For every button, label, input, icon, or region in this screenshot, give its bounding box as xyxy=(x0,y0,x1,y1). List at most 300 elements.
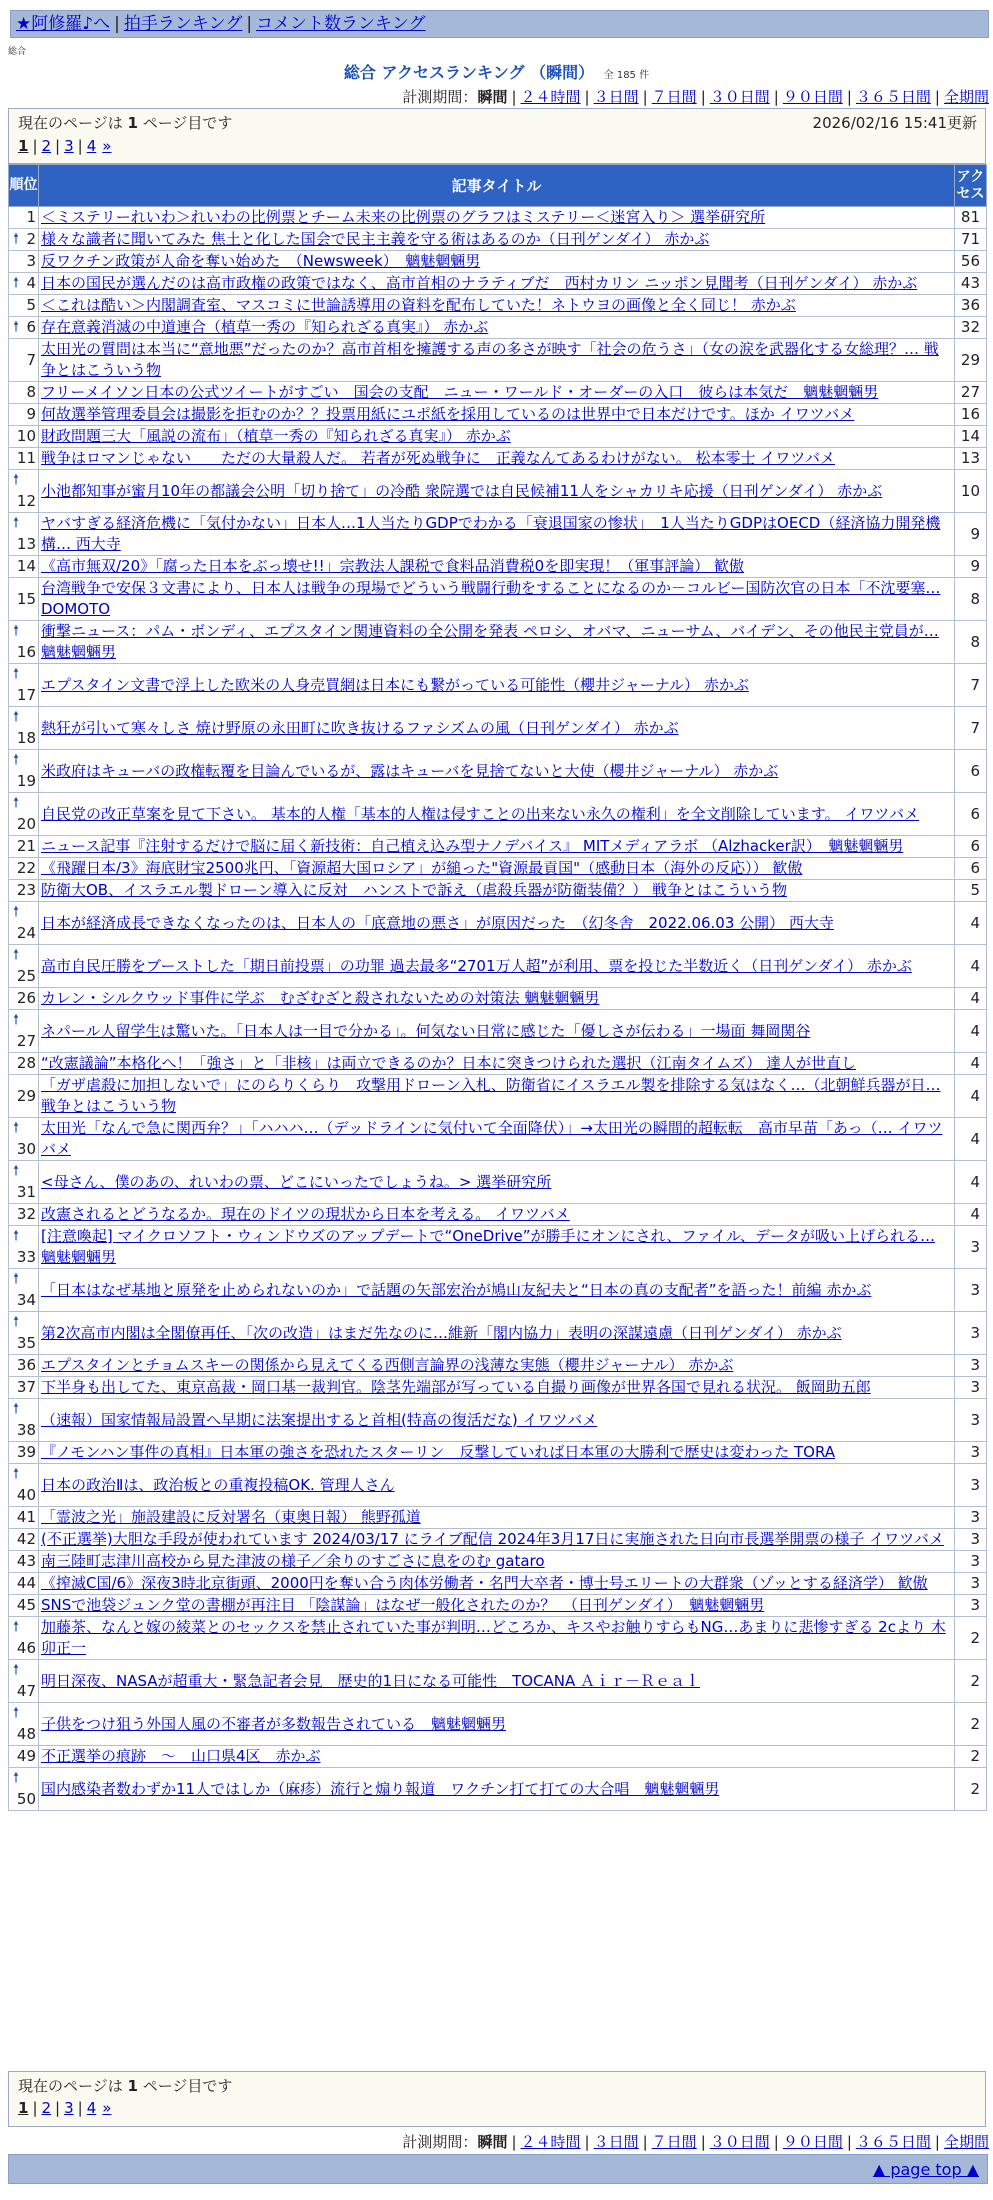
article-link[interactable]: 下半身も出してた、東京高裁・岡口基一裁判官。陰茎先端部が写っている自撮り画像が世界各国で見れる状況。 飯岡助五郎 xyxy=(41,1378,871,1396)
period-option[interactable]: 全期間 xyxy=(943,2133,989,2151)
article-link[interactable]: 存在意義消滅の中道連合（植草一秀の『知られざる真実』） 赤かぶ xyxy=(41,318,489,336)
rank-number: 44 xyxy=(16,1574,36,1592)
pager-page-link[interactable]: 3 xyxy=(64,2099,74,2117)
rank-cell xyxy=(9,858,39,880)
title-cell xyxy=(39,793,955,836)
page-info-bottom xyxy=(18,2075,232,2096)
period-separator: | xyxy=(934,88,940,106)
table-row xyxy=(9,988,987,1010)
table-row xyxy=(9,945,987,988)
pager-page-link: 1 xyxy=(18,2099,29,2117)
rank-cell xyxy=(9,1355,39,1377)
article-link[interactable]: 加藤茶、なんと嫁の綾菜とのセックスを禁止されていた事が判明…どころか、キスやお触りすらもNG…あまりに悲惨すぎる 2cより 木卯正一 xyxy=(41,1618,946,1657)
title-cell xyxy=(39,880,955,902)
up-arrow-icon: 🠕 xyxy=(13,1012,20,1028)
rank-cell xyxy=(9,426,39,448)
page-info-number: 1 xyxy=(127,114,138,132)
article-link[interactable]: エプスタインとチョムスキーの関係から見えてくる西側言論界の浅薄な実態（櫻井ジャーナル） 赤かぶ xyxy=(41,1356,734,1374)
table-row xyxy=(9,1204,987,1226)
article-link[interactable]: （速報）国家情報局設置へ早期に法案提出すると首相(特高の復活だな) イワツバメ xyxy=(41,1410,598,1429)
article-link[interactable]: 第2次高市内閣は全閣僚再任、「次の改造」はまだ先なのに…維新「閣内協力」表明の深謀遠慮（日刊ゲンダイ） 赤かぶ xyxy=(41,1323,842,1342)
up-arrow-icon: 🠕 xyxy=(13,1770,20,1786)
article-link[interactable]: 反ワクチン政策が人命を奪い始めた （Newsweek） 魑魅魍魎男 xyxy=(41,252,481,270)
rank-number: 49 xyxy=(16,1747,36,1765)
access-cell: 4 xyxy=(955,1118,987,1161)
access-cell: 4 xyxy=(955,1010,987,1053)
rank-number: 7 xyxy=(26,350,36,369)
period-option[interactable]: ３０日間 xyxy=(709,2133,770,2151)
table-row xyxy=(9,448,987,470)
access-cell: 6 xyxy=(955,750,987,793)
period-separator: | xyxy=(584,88,590,106)
nav-link-comment-ranking[interactable]: コメント数ランキング xyxy=(256,14,426,34)
article-link[interactable]: 財政問題三大「風説の流布」（植草一秀の『知られざる真実』） 赤かぶ xyxy=(41,427,511,445)
rank-cell xyxy=(9,470,39,513)
pager-next-link[interactable]: » xyxy=(102,137,112,155)
article-link[interactable]: 改憲されるとどうなるか。現在のドイツの現状から日本を考える。 イワツバメ xyxy=(41,1205,570,1223)
article-link[interactable]: 高市自民圧勝をブーストした「期日前投票」の功罪 過去最多“2701万人超”が利用、票を投じた半数近く（日刊ゲンダイ） 赤かぶ xyxy=(41,956,912,975)
title-cell xyxy=(39,621,955,664)
access-cell: 3 xyxy=(955,1312,987,1355)
rank-cell xyxy=(9,404,39,426)
title-cell xyxy=(39,988,955,1010)
title-cell xyxy=(39,1768,955,1811)
title-cell xyxy=(39,1312,955,1355)
article-link[interactable]: SNSで池袋ジュンク堂の書棚が再注目 「陰謀論」はなぜ一般化されたのか？ （日刊ゲンダイ） 魑魅魍魎男 xyxy=(41,1596,765,1614)
title-cell xyxy=(39,1053,955,1075)
up-arrow-icon: 🠕 xyxy=(13,947,20,963)
title-cell xyxy=(39,1529,955,1551)
period-option[interactable]: ３日間 xyxy=(593,2133,639,2151)
title-cell xyxy=(39,556,955,578)
rank-number: 36 xyxy=(16,1356,36,1374)
rank-cell xyxy=(9,578,39,621)
rank-number: 40 xyxy=(16,1486,36,1504)
access-cell: 2 xyxy=(955,1617,987,1660)
article-link[interactable]: 不正選挙の痕跡 ～ 山口県4区 赤かぶ xyxy=(41,1747,321,1765)
article-link[interactable]: 何故選挙管理委員会は撮影を拒むのか？？投票用紙にユポ紙を採用しているのは世界中で日本だけです。ほか イワツバメ xyxy=(41,405,855,423)
rank-cell xyxy=(9,945,39,988)
rank-number: 9 xyxy=(26,405,36,423)
access-cell: 36 xyxy=(955,295,987,317)
rank-cell xyxy=(9,1226,39,1269)
table-row xyxy=(9,707,987,750)
rank-number: 27 xyxy=(16,1032,36,1050)
table-row xyxy=(9,295,987,317)
access-cell: 4 xyxy=(955,945,987,988)
rank-cell xyxy=(9,988,39,1010)
period-option[interactable]: ３０日間 xyxy=(709,88,770,106)
period-separator: | xyxy=(773,88,779,106)
rank-number: 18 xyxy=(16,729,36,747)
access-cell: 3 xyxy=(955,1573,987,1595)
pager-page-link[interactable]: 4 xyxy=(86,137,97,155)
title-cell xyxy=(39,448,955,470)
article-link[interactable]: 台湾戦争で安保３文書により、日本人は戦争の現場でどういう戦闘行動をすることになるのか－コルビー国防次官の日本「不沈要塞… DOMOTO xyxy=(41,579,941,618)
title-cell xyxy=(39,1269,955,1312)
access-cell: 13 xyxy=(955,448,987,470)
rank-number: 6 xyxy=(26,318,36,336)
up-arrow-icon: 🠕 xyxy=(13,1401,20,1417)
rank-number: 38 xyxy=(16,1421,36,1439)
period-label: 計測期間： xyxy=(402,2133,478,2151)
title-cell xyxy=(39,1399,955,1442)
table-row xyxy=(9,1507,987,1529)
rank-cell xyxy=(9,1161,39,1204)
article-link[interactable]: 米政府はキューバの政権転覆を目論んでいるが、露はキューバを見捨てないと大使（櫻井ジャーナル） 赤かぶ xyxy=(41,761,779,780)
title-cell xyxy=(39,1161,955,1204)
table-row xyxy=(9,1660,987,1703)
rank-cell xyxy=(9,207,39,229)
article-link[interactable]: 日本が経済成長できなくなったのは、日本人の「底意地の悪さ」が原因だった （幻冬舎 2022.06.03 公開） 西大寺 xyxy=(41,913,834,932)
article-link[interactable]: フリーメイソン日本の公式ツイートがすごい 国会の支配 ニュー・ワールド・オーダーの入口 彼らは本気だ 魑魅魍魎男 xyxy=(41,383,879,401)
rank-cell xyxy=(9,750,39,793)
rank-number: 42 xyxy=(16,1530,36,1548)
table-row xyxy=(9,1161,987,1204)
rank-number: 1 xyxy=(26,208,36,226)
period-option[interactable]: ９０日間 xyxy=(782,2133,843,2151)
access-cell: 3 xyxy=(955,1551,987,1573)
rank-number: 12 xyxy=(16,492,36,510)
table-row xyxy=(9,1768,987,1811)
up-arrow-icon: 🠕 xyxy=(13,472,20,488)
table-row xyxy=(9,621,987,664)
access-cell: 3 xyxy=(955,1464,987,1507)
table-row xyxy=(9,1442,987,1464)
access-cell: 81 xyxy=(955,207,987,229)
up-arrow-icon: 🠕 xyxy=(13,1163,20,1179)
rank-number: 39 xyxy=(16,1443,36,1461)
article-link[interactable]: “改憲議論”本格化へ！「強さ」と「非核」は両立できるのか？日本に突きつけられた選択（江南タイムズ） 達人が世直し xyxy=(41,1054,857,1072)
page-title xyxy=(0,60,993,83)
access-cell: 2 xyxy=(955,1660,987,1703)
table-row xyxy=(9,1746,987,1768)
period-separator: | xyxy=(700,88,706,106)
period-separator: | xyxy=(846,88,852,106)
table-row xyxy=(9,470,987,513)
rank-cell xyxy=(9,273,39,295)
table-row xyxy=(9,1617,987,1660)
title-cell xyxy=(39,1573,955,1595)
table-row xyxy=(9,1399,987,1442)
access-cell: 43 xyxy=(955,273,987,295)
rank-cell xyxy=(9,1703,39,1746)
article-link[interactable]: 熱狂が引いて寒々しさ 焼け野原の永田町に吹き抜けるファシズムの風（日刊ゲンダイ） 赤かぶ xyxy=(41,718,679,737)
table-row xyxy=(9,793,987,836)
table-row xyxy=(9,229,987,251)
up-arrow-icon: 🠕 xyxy=(13,623,20,639)
table-row xyxy=(9,1053,987,1075)
article-link[interactable]: 南三陸町志津川高校から見た津波の様子／余りのすごさに息をのむ gataro xyxy=(41,1552,545,1570)
article-link[interactable]: 国内感染者数わずか11人ではしか（麻疹）流行と煽り報道 ワクチン打て打ての大合唱 魑魅魍魎男 xyxy=(41,1779,720,1798)
period-separator: | xyxy=(511,88,517,106)
access-cell: 3 xyxy=(955,1269,987,1312)
title-cell xyxy=(39,1010,955,1053)
rank-cell xyxy=(9,621,39,664)
rank-cell xyxy=(9,1399,39,1442)
updated-timestamp: 2026/02/16 15:41更新 xyxy=(812,114,977,132)
table-row xyxy=(9,750,987,793)
page-info-prefix: 現在のページは xyxy=(18,2077,123,2095)
rank-cell xyxy=(9,1464,39,1507)
table-row xyxy=(9,251,987,273)
table-row xyxy=(9,1551,987,1573)
table-row xyxy=(9,880,987,902)
up-arrow-icon: 🠕 xyxy=(13,904,20,920)
title-cell xyxy=(39,1464,955,1507)
access-cell: 71 xyxy=(955,229,987,251)
title-cell xyxy=(39,902,955,945)
table-row xyxy=(9,1118,987,1161)
access-cell: 3 xyxy=(955,1226,987,1269)
nav-separator: | xyxy=(246,14,253,34)
article-link[interactable]: ヤバすぎる経済危機に「気付かない」日本人…1人当たりGDPでわかる「衰退国家の惨状」 1人当たりGDPはOECD（経済協力開発機構… 西大寺 xyxy=(41,514,941,553)
rank-number: 4 xyxy=(26,274,36,292)
access-cell: 6 xyxy=(955,836,987,858)
period-option[interactable]: ３６５日間 xyxy=(855,2133,931,2151)
rank-cell xyxy=(9,513,39,556)
period-option[interactable]: ２４時間 xyxy=(520,88,581,106)
article-link[interactable]: 戦争はロマンじゃない ただの大量殺人だ。 若者が死ぬ戦争に 正義なんてあるわけがない。 松本零士 イワツバメ xyxy=(41,449,836,467)
period-option: 瞬間 xyxy=(477,2133,508,2151)
access-cell: 4 xyxy=(955,1161,987,1204)
article-link[interactable]: 日本の政治Ⅱは、政治板との重複投稿OK. 管理人さん xyxy=(41,1475,395,1494)
up-arrow-icon: 🠕 xyxy=(13,231,20,247)
table-row xyxy=(9,1573,987,1595)
period-option[interactable]: ７日間 xyxy=(651,2133,697,2151)
access-cell: 32 xyxy=(955,317,987,339)
period-option[interactable]: ２４時間 xyxy=(520,2133,581,2151)
article-link[interactable]: 小池都知事が蜜月10年の都議会公明「切り捨て」の冷酷 衆院選では自民候補11人をシャカリキ応援（日刊ゲンダイ） 赤かぶ xyxy=(41,481,883,500)
rank-number: 45 xyxy=(16,1596,36,1614)
table-header-row xyxy=(9,165,987,207)
header-access: アクセス xyxy=(955,165,987,207)
period-option[interactable]: ３６５日間 xyxy=(855,88,931,106)
title-cell xyxy=(39,945,955,988)
table-row xyxy=(9,1529,987,1551)
access-cell: 3 xyxy=(955,1377,987,1399)
rank-number: 47 xyxy=(16,1682,36,1700)
rank-cell xyxy=(9,1053,39,1075)
rank-cell xyxy=(9,1529,39,1551)
rank-cell xyxy=(9,902,39,945)
rank-number: 15 xyxy=(16,589,36,608)
access-cell: 8 xyxy=(955,578,987,621)
period-option[interactable]: ９０日間 xyxy=(782,88,843,106)
page-top-link[interactable]: ▲ page top ▲ xyxy=(872,2160,979,2179)
up-arrow-icon: 🠕 xyxy=(13,795,20,811)
pager-page-link[interactable]: 2 xyxy=(41,2099,52,2117)
article-link[interactable]: 自民党の改正草案を見て下さい。 基本的人権「基本的人権は侵すことの出来ない永久の権利」を全文削除しています。 イワツバメ xyxy=(41,804,920,823)
title-cell xyxy=(39,707,955,750)
article-link[interactable]: 太田光の質問は本当に“意地悪”だったのか？高市首相を擁護する声の多さが映す「社会の危うさ」（女の涙を武器化する女総理？… 戦争とはこういう物 xyxy=(41,340,939,379)
article-link[interactable]: ＜これは酷い＞内閣調査室、マスコミに世論誘導用の資料を配布していた！ネトウヨの画像と全く同じ！ 赤かぶ xyxy=(41,296,796,314)
article-link[interactable]: 日本の国民が選んだのは高市政権の政策ではなく、高市首相のナラティブだ 西村カリン ニッポン見聞考（日刊ゲンダイ） 赤かぶ xyxy=(41,274,918,292)
nav-link-asyura[interactable]: ★阿修羅♪へ xyxy=(16,14,111,34)
title-cell xyxy=(39,229,955,251)
access-cell: 9 xyxy=(955,513,987,556)
page-info xyxy=(18,112,232,133)
period-label: 計測期間： xyxy=(402,88,478,106)
pager-bottom xyxy=(18,2099,111,2117)
title-cell xyxy=(39,1377,955,1399)
period-separator: | xyxy=(700,2133,706,2151)
access-cell: 27 xyxy=(955,382,987,404)
pager xyxy=(18,137,111,155)
up-arrow-icon: 🠕 xyxy=(13,1662,20,1678)
article-link[interactable]: 衝撃ニュース：パム・ボンディ、エプスタイン関連資料の全公開を発表 ペロシ、オバマ、ニューサム、バイデン、その他民主党員が… 魑魅魍魎男 xyxy=(41,622,939,661)
article-link[interactable]: 「ガザ虐殺に加担しないで」にのらりくらり 攻撃用ドローン入札、防衛省にイスラエル製を排除する気はなく…（北朝鮮兵器が日… 戦争とはこういう物 xyxy=(41,1076,941,1115)
article-link[interactable]: 《高市無双/20》「腐った日本をぶっ壊せ!!」宗教法人課税で食料品消費税0を即実現！（軍事評論） 歓傲 xyxy=(41,557,744,575)
up-arrow-icon: 🠕 xyxy=(13,515,20,531)
rank-number: 31 xyxy=(16,1183,36,1201)
rank-cell xyxy=(9,556,39,578)
article-link[interactable]: [注意喚起] マイクロソフト・ウィンドウズのアップデートで“OneDrive”が勝手にオンにされ、ファイル、データが吸い上げられる… 魑魅魍魎男 xyxy=(41,1227,935,1266)
article-link[interactable]: ニュース記事『注射するだけで脳に届く新技術：自己植え込み型ナノデバイス』 MITメディアラボ （Alzhacker訳） 魑魅魍魎男 xyxy=(41,837,904,855)
title-cell xyxy=(39,858,955,880)
article-link[interactable]: 防衛大OB、イスラエル製ドローン導入に反対 ハンストで訴え（虐殺兵器が防衛装備？） 戦争とはこういう物 xyxy=(41,881,787,899)
period-separator: | xyxy=(642,2133,648,2151)
table-row xyxy=(9,1595,987,1617)
article-link[interactable]: <母さん、僕のあの、れいわの票、どこにいったでしょうね。> 選挙研究所 xyxy=(41,1172,552,1191)
access-cell: 4 xyxy=(955,1075,987,1118)
access-cell: 9 xyxy=(955,556,987,578)
article-link[interactable]: 様々な識者に聞いてみた 焦土と化した国会で民主主義を守る術はあるのか（日刊ゲンダイ） 赤かぶ xyxy=(41,230,710,248)
rank-cell xyxy=(9,664,39,707)
table-row xyxy=(9,382,987,404)
article-link[interactable]: ネパール人留学生は驚いた。「日本人は一目で分かる」。何気ない日常に感じた「優しさが伝わる」一場面 舞岡関谷 xyxy=(41,1021,811,1040)
title-cell xyxy=(39,317,955,339)
rank-cell xyxy=(9,1746,39,1768)
access-cell: 3 xyxy=(955,1507,987,1529)
table-row xyxy=(9,902,987,945)
up-arrow-icon: 🠕 xyxy=(13,1619,20,1635)
nav-link-clap-ranking[interactable]: 拍手ランキング xyxy=(123,14,243,34)
access-cell: 10 xyxy=(955,470,987,513)
article-link[interactable]: 《飛躍日本/3》海底財宝2500兆円、「資源超大国ロシア」が縋った"資源最貢国"（感動日本（海外の反応）） 歓傲 xyxy=(41,859,803,877)
title-cell xyxy=(39,836,955,858)
article-link[interactable]: 『ノモンハン事件の真相』日本軍の強さを恐れたスターリン 反撃していれば日本軍の大勝利で歴史は変わった TORA xyxy=(41,1443,836,1461)
section-tag: 総合 xyxy=(8,47,27,57)
rank-cell xyxy=(9,1617,39,1660)
title-cell xyxy=(39,1617,955,1660)
title-cell xyxy=(39,251,955,273)
table-row xyxy=(9,578,987,621)
rank-cell xyxy=(9,1595,39,1617)
access-cell: 4 xyxy=(955,1204,987,1226)
table-row xyxy=(9,664,987,707)
title-cell xyxy=(39,273,955,295)
article-link[interactable]: 「霊波之光」施設建設に反対署名（東奥日報） 熊野孤道 xyxy=(41,1508,421,1526)
article-link[interactable]: 子供をつけ狙う外国人風の不審者が多数報告されている 魑魅魍魎男 xyxy=(41,1714,507,1733)
article-link[interactable]: カレン・シルクウッド事件に学ぶ むざむざと殺されないための対策法 魑魅魍魎男 xyxy=(41,989,600,1007)
pager-page-link[interactable]: 2 xyxy=(41,137,52,155)
up-arrow-icon: 🠕 xyxy=(13,666,20,682)
up-arrow-icon: 🠕 xyxy=(13,1466,20,1482)
access-cell: 3 xyxy=(955,1529,987,1551)
nav-separator: | xyxy=(114,14,120,34)
title-cell xyxy=(39,513,955,556)
pager-page-link[interactable]: 3 xyxy=(64,137,74,155)
rank-number: 46 xyxy=(16,1639,36,1657)
rank-number: 2 xyxy=(26,230,36,248)
pager-next-link[interactable]: » xyxy=(102,2099,112,2117)
table-row xyxy=(9,426,987,448)
rank-cell xyxy=(9,1551,39,1573)
title-cell xyxy=(39,207,955,229)
title-cell xyxy=(39,426,955,448)
rank-number: 50 xyxy=(16,1790,36,1808)
access-cell: 6 xyxy=(955,858,987,880)
table-row xyxy=(9,513,987,556)
rank-cell xyxy=(9,251,39,273)
ranking-title: 総合 アクセスランキング （瞬間） xyxy=(343,63,595,82)
title-cell xyxy=(39,1595,955,1617)
table-row xyxy=(9,1010,987,1053)
rank-number: 21 xyxy=(16,837,36,855)
article-link[interactable]: (不正選挙)大胆な手段が使われています 2024/03/17 にライブ配信 2024年3月17日に実施された日向市長選挙開票の様子 イワツバメ xyxy=(41,1530,944,1548)
rank-cell xyxy=(9,1204,39,1226)
rank-number: 34 xyxy=(16,1291,36,1309)
article-link[interactable]: 太田光「なんで急に関西弁？」「ハハハ…（デッドラインに気付いて全面降伏）」→太田光の瞬間的超転転 高市早苗「あっ（… イワツバメ xyxy=(41,1119,943,1158)
table-row xyxy=(9,339,987,382)
item-count: 全 185 件 xyxy=(603,70,650,81)
access-cell: 3 xyxy=(955,1355,987,1377)
access-cell: 29 xyxy=(955,339,987,382)
rank-cell xyxy=(9,836,39,858)
table-row xyxy=(9,1075,987,1118)
top-nav-bar xyxy=(10,10,989,38)
rank-number: 16 xyxy=(16,643,36,661)
title-cell xyxy=(39,664,955,707)
bottom-bar xyxy=(8,2154,988,2184)
title-cell xyxy=(39,1075,955,1118)
rank-number: 35 xyxy=(16,1334,36,1352)
article-link[interactable]: エプスタイン文書で浮上した欧米の人身売買網は日本にも繋がっている可能性（櫻井ジャーナル） 赤かぶ xyxy=(41,675,749,694)
rank-number: 48 xyxy=(16,1725,36,1743)
title-cell xyxy=(39,750,955,793)
title-cell xyxy=(39,1442,955,1464)
period-separator: | xyxy=(511,2133,517,2151)
article-link[interactable]: ＜ミステリーれいわ＞れいわの比例票とチーム未来の比例票のグラフはミステリー＜迷宮入り＞ 選挙研究所 xyxy=(41,208,766,226)
article-link[interactable]: 「日本はなぜ基地と原発を止められないのか」で話題の矢部宏治が鳩山友紀夫と“日本の真の支配者”を語った！前編 赤かぶ xyxy=(41,1280,872,1299)
up-arrow-icon: 🠕 xyxy=(13,1705,20,1721)
title-cell xyxy=(39,295,955,317)
rank-number: 29 xyxy=(16,1086,36,1105)
rank-number: 17 xyxy=(16,686,36,704)
article-link[interactable]: 《搾滅C国/6》深夜3時北京街頭、2000円を奪い合う肉体労働者・名門大卒者・博士号エリートの大群衆（ゾッとする経済学） 歓傲 xyxy=(41,1574,928,1592)
rank-number: 3 xyxy=(26,252,36,270)
period-option[interactable]: ７日間 xyxy=(651,88,697,106)
title-cell xyxy=(39,404,955,426)
header-rank: 順位 xyxy=(9,165,39,207)
table-row xyxy=(9,1226,987,1269)
article-link[interactable]: 明日深夜、NASAが超重大・緊急記者会見 歴史的1日になる可能性 TOCANA Ａｉｒ－Ｒｅａｌ xyxy=(41,1671,701,1690)
access-cell: 3 xyxy=(955,1399,987,1442)
pager-page-link[interactable]: 4 xyxy=(86,2099,97,2117)
rank-cell xyxy=(9,317,39,339)
header-title: 記事タイトル xyxy=(39,165,955,207)
period-option[interactable]: 全期間 xyxy=(943,88,989,106)
title-cell xyxy=(39,1355,955,1377)
access-cell: 16 xyxy=(955,404,987,426)
pager-separator: | xyxy=(55,2099,61,2117)
period-option[interactable]: ３日間 xyxy=(593,88,639,106)
period-selector-bottom xyxy=(402,2131,989,2152)
access-cell: 3 xyxy=(955,1595,987,1617)
pager-separator: | xyxy=(77,2099,83,2117)
title-cell xyxy=(39,470,955,513)
